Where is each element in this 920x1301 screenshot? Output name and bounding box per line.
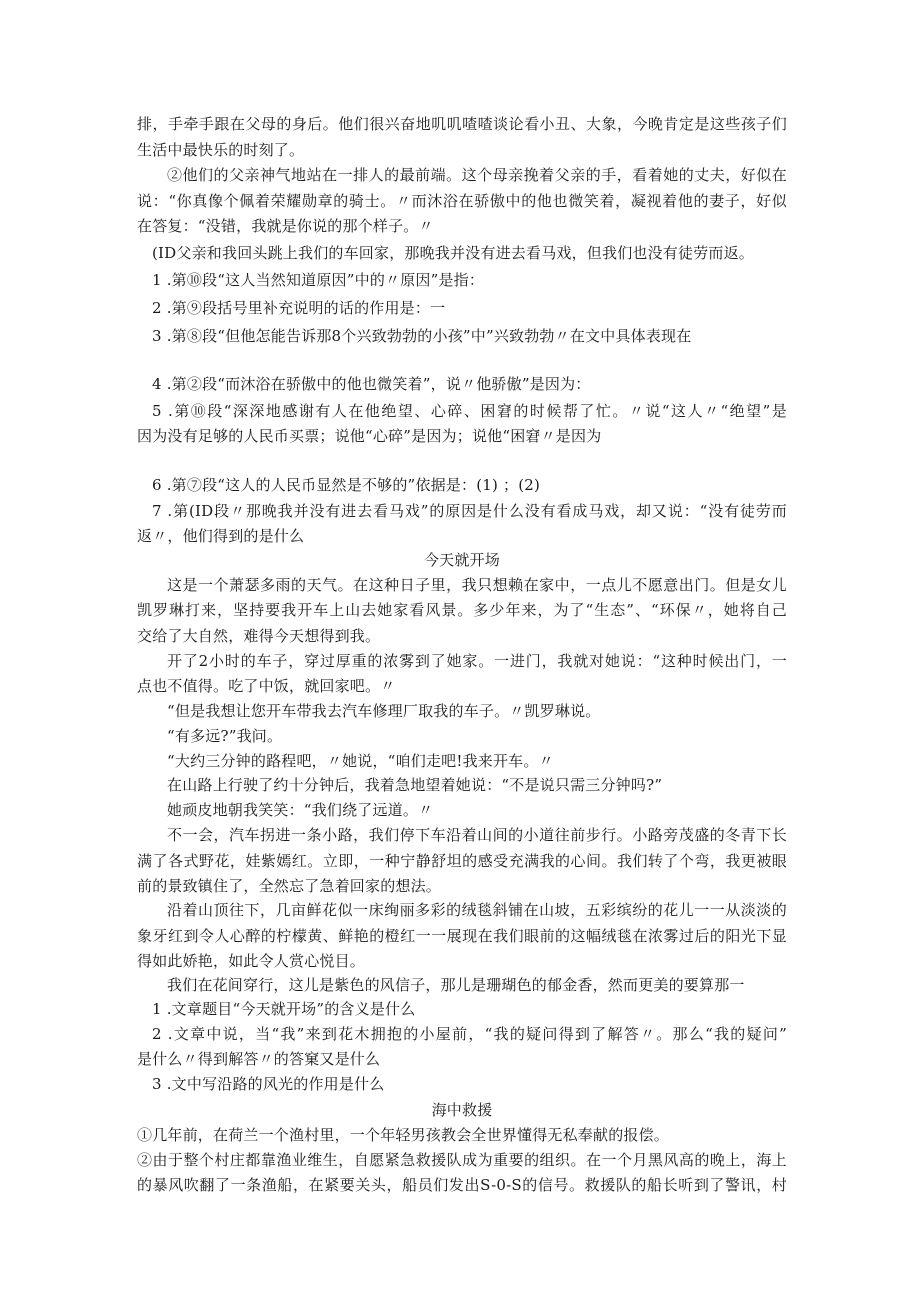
story-line: “有多远?”我问。	[167, 727, 283, 745]
question-item: 1 .第⑩段“这人当然知道原因”中的〃原因”是指：	[152, 271, 485, 289]
question-item: 返〃，他们得到的是什么	[137, 527, 305, 545]
story-line: ②由于整个村庄都靠渔业维生，自愿紧急救援队成为重要的组织。在一个月黑风高的晚上，海上	[137, 1151, 787, 1169]
story-line: 点也不值得。吃了中饭，就回家吧。〃	[137, 677, 396, 695]
question-item: 2 .文章中说，当“我”来到花木拥抱的小屋前，“我的疑问得到了解答〃。那么“我的疑问”	[152, 1025, 787, 1043]
question-item: 2 .第⑨段括号里补充说明的话的作用是：一	[152, 299, 446, 317]
story-line: ①几年前，在荷兰一个渔村里，一个年轻男孩教会全世界懂得无私奉献的报偿。	[137, 1126, 670, 1144]
story-line: 在答复：“没错，我就是你说的那个样子。〃	[137, 217, 434, 235]
story-line: 排，手牵手跟在父母的身后。他们很兴奋地叽叽喳喳谈论看小丑、大象，今晚肯定是这些孩子们	[137, 115, 787, 133]
story-line: 凯罗琳打来，坚持要我开车上山去她家看风景。多少年来，为了“生态”、“环保〃，她将自己	[137, 601, 787, 619]
question-item: 是什么〃得到解答〃的答窠又是什么	[137, 1050, 381, 1068]
story-line: 满了各式野花，娃紫嫣红。立即，一种宁静舒坦的感受充满我的心间。我们转了个弯，我更被眼	[137, 852, 787, 870]
story-line: 前的景致镇住了，全然忘了急着回家的想法。	[137, 877, 442, 895]
question-item: 因为没有足够的人民币买票；说他“心碎”是因为；说他“困窘〃是因为	[137, 427, 602, 445]
story-line: 这是一个萧瑟多雨的天气。在这种日子里，我只想赖在家中，一点儿不愿意出门。但是女儿	[167, 576, 787, 594]
story-line: 在山路上行驶了约十分钟后，我着急地望着她说：“不是说只需三分钟吗?”	[167, 776, 663, 794]
story-line: 象牙红到令人心醉的柠檬黄、鲜艳的橙红一一展现在我们眼前的这幅绒毯在浓雾过后的阳光下显	[137, 927, 787, 945]
question-item: 6 .第⑦段“这人的人民币显然是不够的”依据是：(1) ；(2)	[152, 476, 541, 494]
story-line: 不一会，汽车拐进一条小路，我们停下车沿着山间的小道往前步行。小路旁茂盛的冬青下长	[167, 826, 787, 844]
question-item: 3 .第⑧段“但他怎能告诉那8个兴致勃勃的小孩”中”兴致勃勃〃在文中具体表现在	[152, 327, 692, 345]
story-line: 开了2小时的车子，穿过厚重的浓雾到了她家。一进门，我就对她说：“这种时候出门，一	[167, 652, 787, 670]
story-line: 交给了大自然，难得今天想得到我。	[137, 627, 381, 645]
section-title: 海中救援	[431, 1101, 493, 1119]
story-line: 的暴风吹翻了一条渔船，在紧要关头，船员们发出S-0-S的信号。救援队的船长听到了警讯，村	[137, 1176, 787, 1194]
question-item: 1 .文章题目“今天就开场”的含义是什么	[152, 1000, 416, 1018]
question-item: 5 .第⑩段“深深地感谢有人在他绝望、心碎、困窘的时候帮了忙。〃说“这人〃“绝望”是	[152, 402, 787, 420]
section-title: 今天就开场	[423, 551, 500, 569]
story-line: “大约三分钟的路程吧，〃她说，“咱们走吧!我来开车。〃	[167, 752, 554, 770]
story-line: 说：“你真像个佩着荣耀勋章的骑士。〃而沐浴在骄傲中的他也微笑着，凝视着他的妻子，好似	[137, 192, 787, 210]
story-line: ②他们的父亲神气地站在一排人的最前端。这个母亲挽着父亲的手，看着她的丈夫，好似在	[167, 166, 787, 184]
question-item: 4 .第②段“而沐浴在骄傲中的他也微笑着”，说〃他骄傲”是因为：	[152, 375, 591, 393]
story-line: 生活中最快乐的时刻了。	[137, 141, 305, 159]
story-line: 得如此娇艳，如此令人赏心悦目。	[137, 952, 366, 970]
question-item: 7 .第(ID段〃那晚我并没有进去看马戏”的原因是什么没有看成马戏，却又说：“没有徒劳而	[152, 502, 787, 520]
story-line: “但是我想让您开车带我去汽车修理厂取我的车子。〃凯罗琳说。	[167, 702, 601, 720]
story-line: 沿着山顶往下，几亩鲜花似一床绚丽多彩的绒毯斜铺在山坡，五彩缤纷的花儿一一从淡淡的	[167, 901, 787, 919]
story-line: (ID父亲和我回头跳上我们的车回家，那晚我并没有进去看马戏，但我们也没有徒劳而返。	[152, 244, 755, 262]
story-line: 我们在花间穿行，这儿是紫色的风信子，那儿是珊瑚色的郁金香，然而更美的要算那一	[167, 976, 745, 994]
story-line: 她顽皮地朝我笑笑：“我们绕了远道。〃	[167, 801, 434, 819]
question-item: 3 .文中写沿路的风光的作用是什么	[152, 1075, 385, 1093]
